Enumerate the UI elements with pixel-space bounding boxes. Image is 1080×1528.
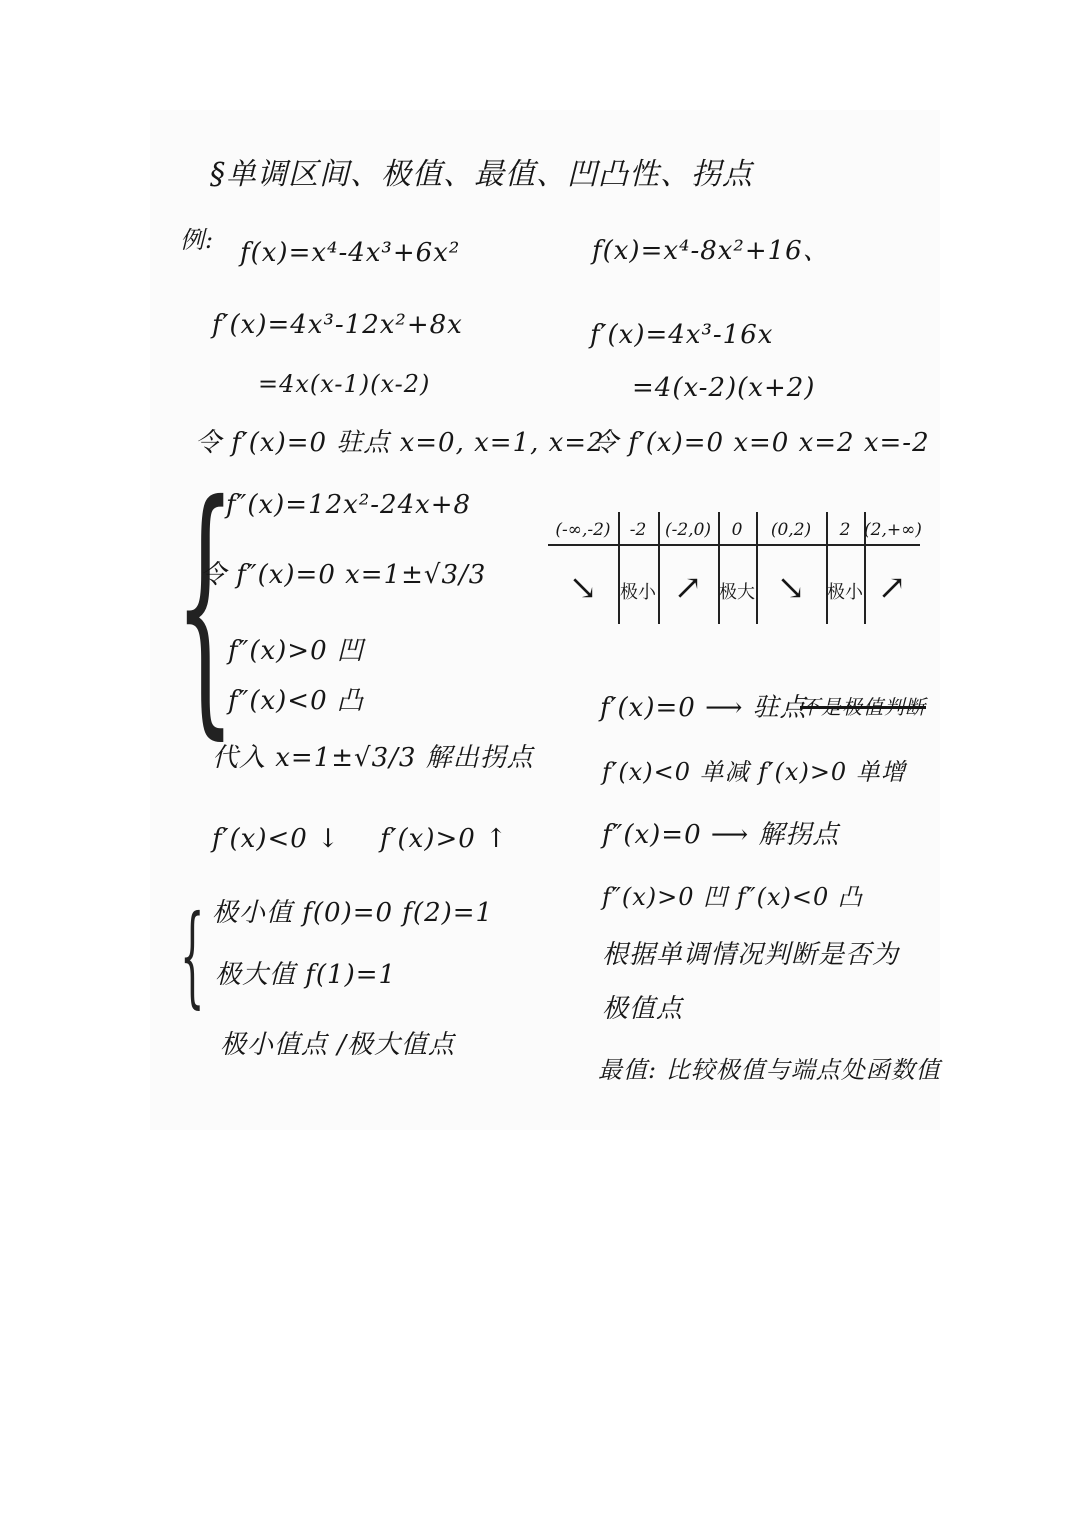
right-function: f(x)=x⁴-8x²+16、 bbox=[592, 236, 830, 266]
right-stationary-points: 令 f′(x)=0 x=0 x=2 x=-2 bbox=[592, 428, 930, 458]
table-cell: 极小 bbox=[620, 582, 656, 603]
table-header: -2 bbox=[629, 520, 647, 540]
left-max-value: 极大值 f(1)=1 bbox=[215, 960, 397, 990]
table-cell-arrow: ↗ bbox=[877, 568, 907, 608]
table-cell-arrow: ↘ bbox=[776, 568, 806, 608]
right-first-derivative-factored: =4(x-2)(x+2) bbox=[632, 373, 816, 403]
left-second-derivative-zero: 令 f″(x)=0 x=1±√3/3 bbox=[200, 560, 487, 590]
left-brace-concavity: { bbox=[175, 447, 236, 762]
left-second-derivative: f″(x)=12x²-24x+8 bbox=[226, 490, 472, 520]
left-first-derivative: f′(x)=4x³-12x²+8x bbox=[212, 310, 463, 340]
page-title: §单调区间、极值、最值、凹凸性、拐点 bbox=[210, 157, 753, 192]
right-struck-note: 不是极值判断 bbox=[800, 695, 926, 719]
example-label: 例: bbox=[180, 226, 215, 254]
left-monotone-up: f′(x)>0 ↑ bbox=[380, 824, 508, 854]
left-stationary-points: 令 f′(x)=0 驻点 x=0, x=1, x=2 bbox=[195, 428, 605, 458]
right-concavity-rule: f″(x)>0 凹 f″(x)<0 凸 bbox=[602, 883, 863, 911]
left-brace-extremes: { bbox=[180, 891, 205, 1019]
right-judge-line-2: 极值点 bbox=[602, 994, 684, 1024]
left-function: f(x)=x⁴-4x³+6x² bbox=[240, 238, 461, 268]
left-first-derivative-factored: =4x(x-1)(x-2) bbox=[258, 370, 431, 398]
table-header: 0 bbox=[731, 520, 743, 540]
right-inflection-rule: f″(x)=0 ⟶ 解拐点 bbox=[602, 820, 840, 850]
table-header: 2 bbox=[839, 520, 851, 540]
right-judge-line-1: 根据单调情况判断是否为 bbox=[602, 940, 900, 970]
right-max-min-rule: 最值: 比较极值与端点处函数值 bbox=[598, 1056, 941, 1084]
right-monotone-rule: f′(x)<0 单减 f′(x)>0 单增 bbox=[602, 758, 906, 786]
table-cell-arrow: ↘ bbox=[568, 568, 598, 608]
left-min-value: 极小值 f(0)=0 f(2)=1 bbox=[212, 898, 494, 928]
table-header: (-∞,-2) bbox=[555, 520, 611, 540]
table-header: (2,+∞) bbox=[864, 520, 922, 540]
left-concave-down: f″(x)<0 凸 bbox=[228, 686, 364, 716]
table-cell: 极小 bbox=[827, 582, 863, 603]
right-first-derivative: f′(x)=4x³-16x bbox=[590, 320, 774, 350]
table-header: (-2,0) bbox=[664, 520, 712, 540]
left-monotone-down: f′(x)<0 ↓ bbox=[212, 824, 340, 854]
right-stationary-rule: f′(x)=0 ⟶ 驻点 bbox=[600, 693, 807, 723]
table-cell-arrow: ↗ bbox=[673, 568, 703, 608]
left-inflection-point: 代入 x=1±√3/3 解出拐点 bbox=[212, 743, 534, 773]
table-cell: 极大 bbox=[719, 582, 755, 603]
table-header: (0,2) bbox=[770, 520, 812, 540]
left-concave-up: f″(x)>0 凹 bbox=[228, 636, 364, 666]
left-extreme-points: 极小值点 /极大值点 bbox=[220, 1030, 456, 1060]
